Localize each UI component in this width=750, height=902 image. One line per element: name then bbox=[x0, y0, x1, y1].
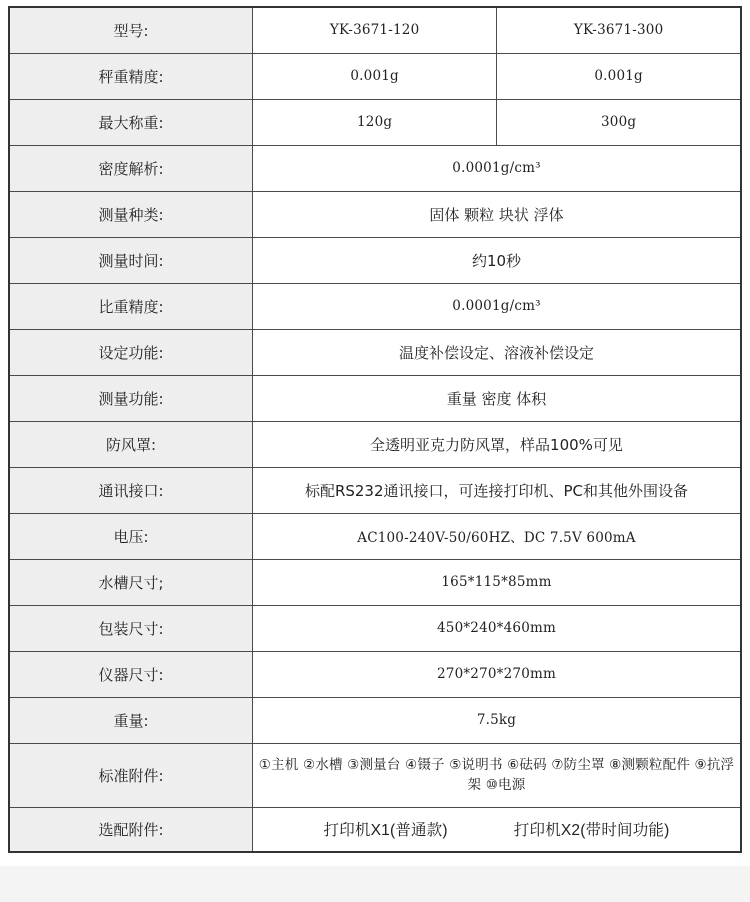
spec-row-measure-functions bbox=[9, 375, 741, 421]
spec-label: 型号: bbox=[9, 7, 253, 53]
spec-row-optional-accessories bbox=[9, 807, 741, 852]
spec-value: 0.0001g/cm³ bbox=[253, 283, 742, 329]
spec-row-settings bbox=[9, 329, 741, 375]
spec-label: 秤重精度: bbox=[9, 53, 253, 99]
spec-row-package-size bbox=[9, 605, 741, 651]
spec-label: 重量: bbox=[9, 697, 253, 743]
model-a-value: YK-3671-120 bbox=[253, 7, 497, 53]
spec-value: 重量 密度 体积 bbox=[253, 375, 742, 421]
spec-label: 仪器尺寸: bbox=[9, 651, 253, 697]
spec-value: 约10秒 bbox=[253, 237, 742, 283]
spec-value: ①主机 ②水槽 ③测量台 ④镊子 ⑤说明书 ⑥砝码 ⑦防尘罩 ⑧测颗粒配件 ⑨抗浮架 ⑩电源 bbox=[253, 743, 742, 807]
spec-value: 标配RS232通讯接口，可连接打印机、PC和其他外围设备 bbox=[253, 467, 742, 513]
spec-label: 防风罩: bbox=[9, 421, 253, 467]
spec-value: 270*270*270mm bbox=[253, 651, 742, 697]
spec-label: 标准附件: bbox=[9, 743, 253, 807]
spec-row-weighing-precision bbox=[9, 53, 741, 99]
spec-value: 165*115*85mm bbox=[253, 559, 742, 605]
spec-value-b: 0.001g bbox=[497, 53, 741, 99]
spec-label: 测量时间: bbox=[9, 237, 253, 283]
spec-value-a: 120g bbox=[253, 99, 497, 145]
spec-label: 测量功能: bbox=[9, 375, 253, 421]
spec-label: 电压: bbox=[9, 513, 253, 559]
spec-label: 最大称重: bbox=[9, 99, 253, 145]
spec-label: 设定功能: bbox=[9, 329, 253, 375]
spec-value: 全透明亚克力防风罩，样品100%可见 bbox=[253, 421, 742, 467]
spec-row-density-resolution bbox=[9, 145, 741, 191]
optional-accessories-list bbox=[253, 818, 740, 840]
spec-label: 选配附件: bbox=[9, 807, 253, 852]
spec-row-interface bbox=[9, 467, 741, 513]
optional-accessory-printer-x1: 打印机X1(普通款) bbox=[323, 822, 448, 840]
spec-row-voltage bbox=[9, 513, 741, 559]
spec-label: 包装尺寸: bbox=[9, 605, 253, 651]
spec-row-windshield bbox=[9, 421, 741, 467]
spec-value: 固体 颗粒 块状 浮体 bbox=[253, 191, 742, 237]
spec-row-instrument-size bbox=[9, 651, 741, 697]
spec-value: AC100-240V-50/60HZ、DC 7.5V 600mA bbox=[253, 513, 742, 559]
spec-value: 0.0001g/cm³ bbox=[253, 145, 742, 191]
spec-label: 水槽尺寸; bbox=[9, 559, 253, 605]
model-b-value: YK-3671-300 bbox=[497, 7, 741, 53]
spec-row-max-weight bbox=[9, 99, 741, 145]
spec-row-gravity-precision bbox=[9, 283, 741, 329]
spec-label: 比重精度: bbox=[9, 283, 253, 329]
footer-band bbox=[0, 866, 750, 902]
optional-accessories-cell bbox=[253, 807, 742, 852]
spec-value: 450*240*460mm bbox=[253, 605, 742, 651]
spec-table bbox=[8, 6, 742, 853]
optional-accessory-printer-x2: 打印机X2(带时间功能) bbox=[513, 822, 670, 840]
spec-label: 密度解析: bbox=[9, 145, 253, 191]
spec-row-model bbox=[9, 7, 741, 53]
spec-row-weight bbox=[9, 697, 741, 743]
spec-row-measure-time bbox=[9, 237, 741, 283]
spec-value-a: 0.001g bbox=[253, 53, 497, 99]
spec-label: 测量种类: bbox=[9, 191, 253, 237]
spec-row-standard-accessories bbox=[9, 743, 741, 807]
spec-value-b: 300g bbox=[497, 99, 741, 145]
spec-label: 通讯接口: bbox=[9, 467, 253, 513]
spec-value: 温度补偿设定、溶液补偿设定 bbox=[253, 329, 742, 375]
spec-value: 7.5kg bbox=[253, 697, 742, 743]
spec-row-tank-size bbox=[9, 559, 741, 605]
spec-row-measure-types bbox=[9, 191, 741, 237]
